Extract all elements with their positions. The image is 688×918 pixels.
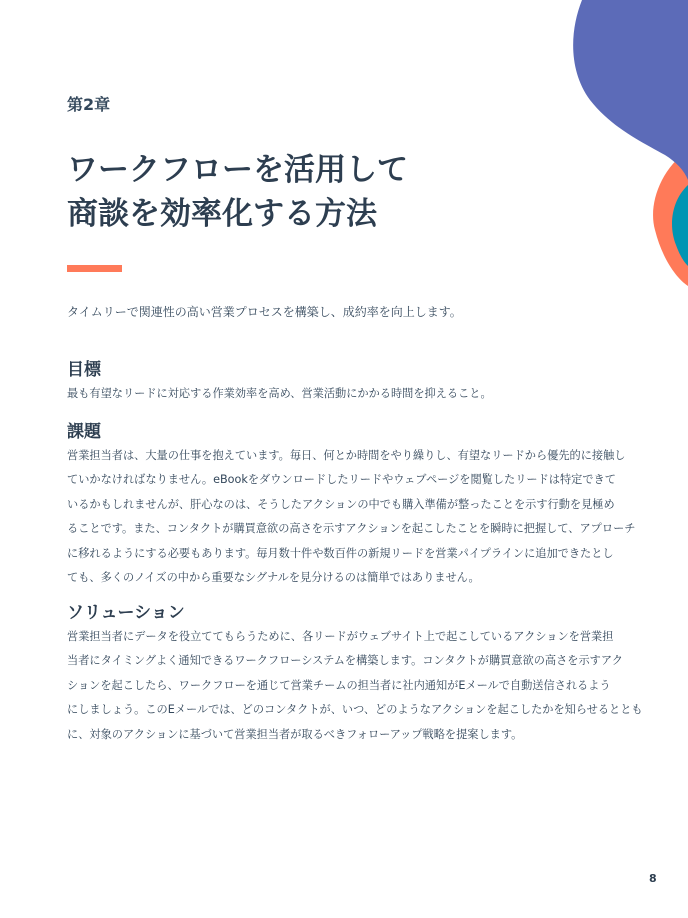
section-solution-line: 営業担当者にデータを役立ててもらうために、各リードがウェブサイト上で起こしているアクションを営業担 [67, 630, 614, 643]
chapter-label: 第2章 [67, 95, 111, 114]
section-goal-line: 最も有望なリードに対応する作業効率を高め、営業活動にかかる時間を抑えること。 [67, 387, 492, 400]
section-challenge-line: ていかなければなりません。eBookをダウンロードしたリードやウェブページを閲覧したリードは特定できて [67, 473, 616, 487]
section-goal [67, 358, 627, 406]
section-challenge-line: ることです。また、コンタクトが購買意欲の高さを示すアクションを起こしたことを瞬時に把握して、アプローチ [67, 522, 636, 536]
page-title [67, 148, 408, 236]
section-solution-line: ションを起こしたら、ワークフローを通じて営業チームの担当者に社内通知がEメールで自動送信されるよう [67, 678, 611, 692]
accent-rule-bar [67, 265, 122, 272]
section-challenge-line: いるかもしれませんが、肝心なのは、そうしたアクションの中でも購入準備が整ったことを示す行動を見極め [67, 497, 615, 511]
section-solution-heading: ソリューション [67, 603, 185, 623]
accent-rule [67, 265, 122, 272]
teal-blob-shape [672, 185, 688, 266]
section-solution-line: 当者にタイミングよく通知できるワークフローシステムを構築します。コンタクトが購買意欲の高さを示すアク [67, 654, 623, 668]
section-solution [67, 601, 643, 747]
lead-paragraph: タイムリーで関連性の高い営業プロセスを構築し、成約率を向上します。 [67, 305, 462, 319]
section-solution-line: にしましょう。このEメールでは、どのコンタクトが、いつ、どのようなアクションを起こしたかを知らせるととも [67, 703, 643, 717]
section-goal-heading: 目標 [67, 360, 101, 380]
section-challenge-line: 営業担当者は、大量の仕事を抱えています。毎日、何とか時間をやり繰りし、有望なリードから優先的に接触し [67, 449, 626, 462]
coral-blob-shape [653, 150, 688, 286]
section-challenge-heading: 課題 [67, 422, 101, 442]
section-challenge-line: ても、多くのノイズの中から重要なシグナルを見分けるのは簡単ではありません。 [67, 571, 480, 585]
purple-blob-shape [573, 0, 688, 180]
page-number: 8 [649, 872, 657, 885]
page-title-line-1: ワークフローを活用して [67, 152, 408, 188]
section-solution-line: に、対象のアクションに基づいて営業担当者が取るべきフォローアップ戦略を提案します。 [67, 727, 523, 741]
section-challenge-line: に移れるようにする必要もあります。毎月数十件や数百件の新規リードを営業パイプラインに追加できたとし [67, 546, 614, 560]
section-challenge [67, 420, 636, 590]
page-title-line-2: 商談を効率化する方法 [67, 196, 377, 232]
